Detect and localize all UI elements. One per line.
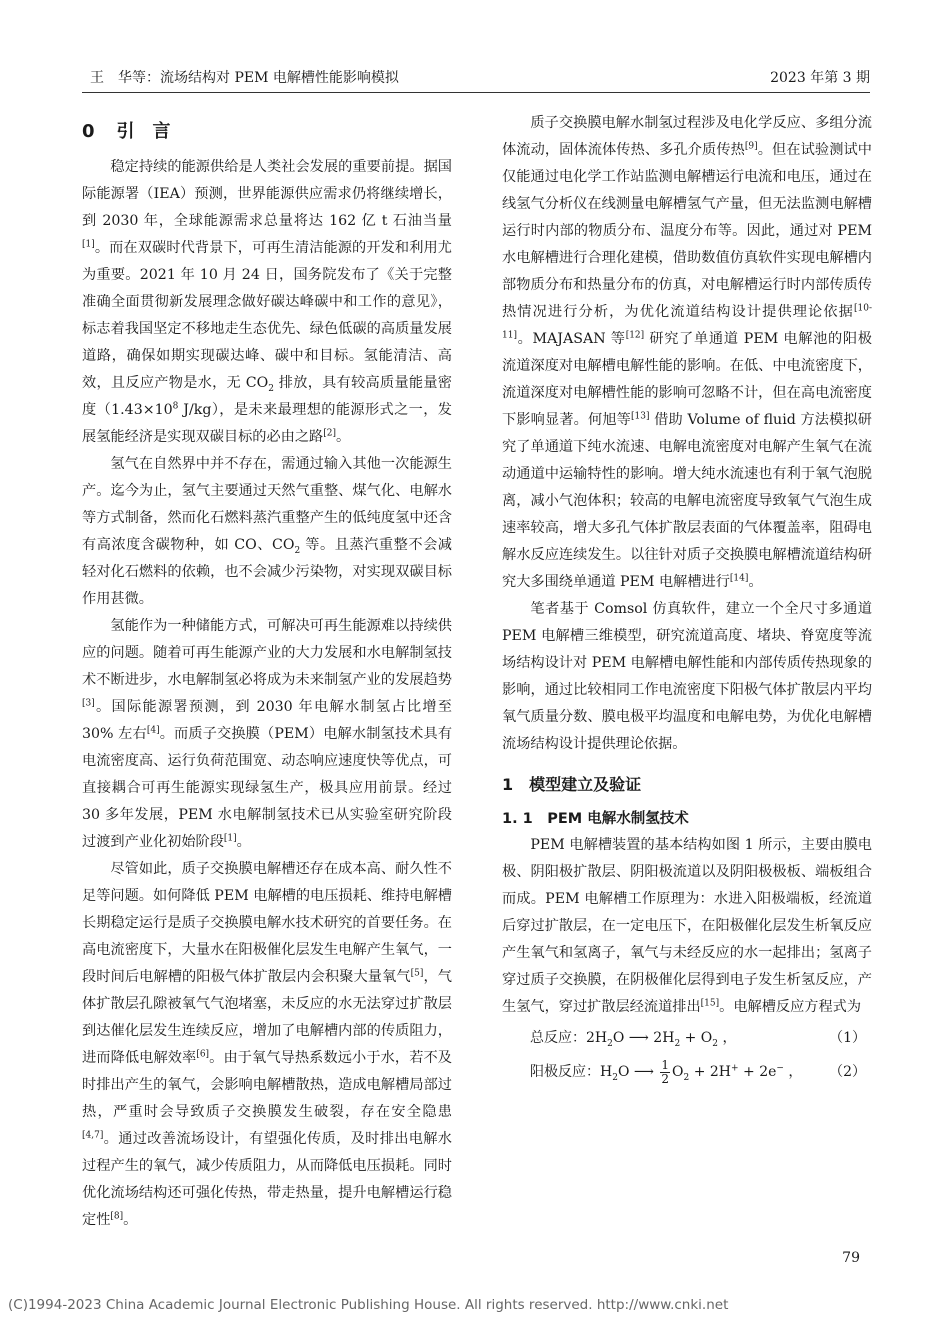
section-0-heading xyxy=(82,118,452,146)
section-1-heading: 1 模型建立及验证 xyxy=(502,775,642,794)
header-issue: 2023 年第 3 期 xyxy=(770,70,870,86)
citation: [12] xyxy=(625,330,645,341)
equation-number: （1） xyxy=(829,1030,866,1046)
citation: [9] xyxy=(744,141,758,152)
equation-1: 总反应：$2H_2O$ ⟶ $2H_2 + O_2$ ， （1） xyxy=(502,1021,872,1055)
citation: [8] xyxy=(110,1211,124,1222)
subsection-1-1-heading: 1. 1 PEM 电解水制氢技术 xyxy=(502,811,689,827)
citation: [13] xyxy=(631,411,650,422)
right-column xyxy=(502,110,872,1089)
paragraph: 质子交换膜电解水制氢过程涉及电化学反应、多组分流体流动，固体流体传热、多孔介质传热[9]。但在试验测试中仅能通过电化学工作站监测电解槽运行电流和电压，通过在线氢气分析仪在线测量电解槽氢气产量，但无法监测电解槽运行时内部的物质分布、温度分布等。因此，通过对 PEM 水电解槽进行合理化建模，借助数值仿真软件实现电解槽内部物质分布和热量分布的仿真，对电解槽运行时内部传质传热情况进行分析，为优化流道结构设计提供理论依据[10-11]。MAJASAN 等[12] 研究了单通道 PEM 电解池的阳极流道深度对电解槽电解性能的影响。在低、中电流密度下，流道深度对电解槽性能的影响可忽略不计，但在高电流密度下影响显著。何旭等[13] 借助 Volume of fluid 方法模拟研究了单通道下纯水流速、电解电流密度对电解产生氧气在流动通道中运输特性的影响。增大纯水流速也有利于氧气泡脱离，减小气泡体积；较高的电解电流密度导致氧气气泡生成速率较高，增大多孔气体扩散层表面的气体覆盖率，阻碍电解水反应连续发生。以往针对质子交换膜电解槽流道结构研究大多围绕单通道 PEM 电解槽进行[14]。 xyxy=(502,115,872,590)
citation: [4,7] xyxy=(82,1130,104,1141)
citation: [4] xyxy=(146,725,160,736)
citation: [6] xyxy=(196,1049,210,1060)
paragraph: 尽管如此，质子交换膜电解槽还存在成本高、耐久性不足等问题。如何降低 PEM 电解槽的电压损耗、维持电解槽长期稳定运行是质子交换膜电解水技术研究的首要任务。在高电流密度下，大量水在阳极催化层发生电解产生氧气，一段时间后电解槽的阳极气体扩散层内会积聚大量氧气[5]，气体扩散层孔隙被氧气气泡堵塞，未反应的水无法穿过扩散层到达催化层发生连续反应，增加了电解槽内部的传质阻力，进而降低电解效率[6]。由于氧气导热系数远小于水，若不及时排出产生的氧气，会影响电解槽散热，造成电解槽局部过热，严重时会导致质子交换膜发生破裂，存在安全隐患[4,7]。通过改善流场设计，有望强化传质，及时排出电解水过程产生的氧气，减少传质阻力，从而降低电压损耗。同时优化流场结构还可强化传热，带走热量，提升电解槽运行稳定性[8]。 xyxy=(82,861,452,1228)
citation: [15] xyxy=(700,998,720,1009)
citation: [10-11] xyxy=(502,303,872,341)
copyright-footer: (C)1994-2023 China Academic Journal Electronic Publishing House. All rights reserved. http://www.cnki.net xyxy=(8,1297,729,1313)
section-title: 引 言 xyxy=(116,121,171,142)
page-number: 79 xyxy=(842,1250,860,1266)
section-number: 0 xyxy=(82,121,95,142)
left-column xyxy=(82,110,452,1234)
paragraph: 稳定持续的能源供给是人类社会发展的重要前提。据国际能源署（IEA）预测，世界能源供应需求仍将继续增长，到 2030 年，全球能源需求总量将达 162 亿 t 石油当量[1]。而在双碳时代背景下，可再生清洁能源的开发和利用尤为重要。2021 年 10 月 24 日，国务院发布了《关于完整准确全面贯彻新发展理念做好碳达峰碳中和工作的意见》，标志着我国坚定不移地走生态优先、绿色低碳的高质量发展道路，确保如期实现碳达峰、碳中和目标。氢能清洁、高效，且反应产物是水，无 $CO_2$ 排放，具有较高质量能量密度（$1.43\times 10^8$ J/kg），是未来最理想的能源形式之一，发展氢能经济是实现双碳目标的必由之路[2]。 xyxy=(82,159,452,445)
equation-2: 阳极反应：$H_2O$ ⟶ $\frac{1}{2}$ $O_2 + 2H^+ + 2e^-$ ， （2） xyxy=(502,1055,872,1089)
paragraph: 笔者基于 Comsol 仿真软件，建立一个全尺寸多通道 PEM 电解槽三维模型，研究流道高度、堵块、脊宽度等流场结构设计对 PEM 电解槽电解性能和内部传质传热现象的影响，通过比较相同工作电流密度下阳极气体扩散层内平均氧气质量分数、膜电极平均温度和电解电势，为优化电解槽流场结构设计提供理论依据。 xyxy=(502,601,872,752)
citation: [5] xyxy=(410,968,424,979)
citation: [3] xyxy=(82,698,95,709)
citation: [1] xyxy=(223,833,237,844)
citation: [14] xyxy=(729,573,749,584)
paragraph: 氢气在自然界中并不存在，需通过输入其他一次能源生产。迄今为止，氢气主要通过天然气重整、煤气化、电解水等方式制备，然而化石燃料蒸汽重整产生的低纯度氢中还含有高浓度含碳物种，如 CO、$CO_2$ 等。且蒸汽重整不会减轻对化石燃料的依赖，也不会减少污染物，对实现双碳目标作用甚微。 xyxy=(82,456,452,607)
header-title: 王 华等：流场结构对 PEM 电解槽性能影响模拟 xyxy=(90,70,399,86)
equation-number: （2） xyxy=(829,1064,866,1080)
paragraph: 氢能作为一种储能方式，可解决可再生能源难以持续供应的问题。随着可再生能源产业的大力发展和水电解制氢技术不断进步，水电解制氢必将成为未来制氢产业的发展趋势[3]。国际能源署预测，到 2030 年电解水制氢占比增至 30% 左右[4]。而质子交换膜（PEM）电解水制氢技术具有电流密度高、运行负荷范围宽、动态响应速度快等优点，可直接耦合可再生能源实现绿氢生产，极具应用前景。经过 30 多年发展，PEM 水电解制氢技术已从实验室研究阶段过渡到产业化初始阶段[1]。 xyxy=(82,618,453,850)
citation: [2] xyxy=(323,428,336,439)
fraction: $\frac{1}{2}$ xyxy=(661,1057,670,1086)
citation: [1] xyxy=(82,239,95,250)
paragraph: PEM 电解槽装置的基本结构如图 1 所示，主要由膜电极、阴阳极扩散层、阴阳极流道以及阴阳极极板、端板组合而成。PEM 电解槽工作原理为：水进入阳极端板，经流道后穿过扩散层，在一定电压下，在阳极催化层发生析氧反应产生氧气和氢离子，氧气与未经反应的水一起排出；氢离子穿过质子交换膜，在阴极催化层得到电子发生析氢反应，产生氢气，穿过扩散层经流道排出[15]。电解槽反应方程式为 xyxy=(502,837,872,1015)
running-header xyxy=(82,64,870,93)
